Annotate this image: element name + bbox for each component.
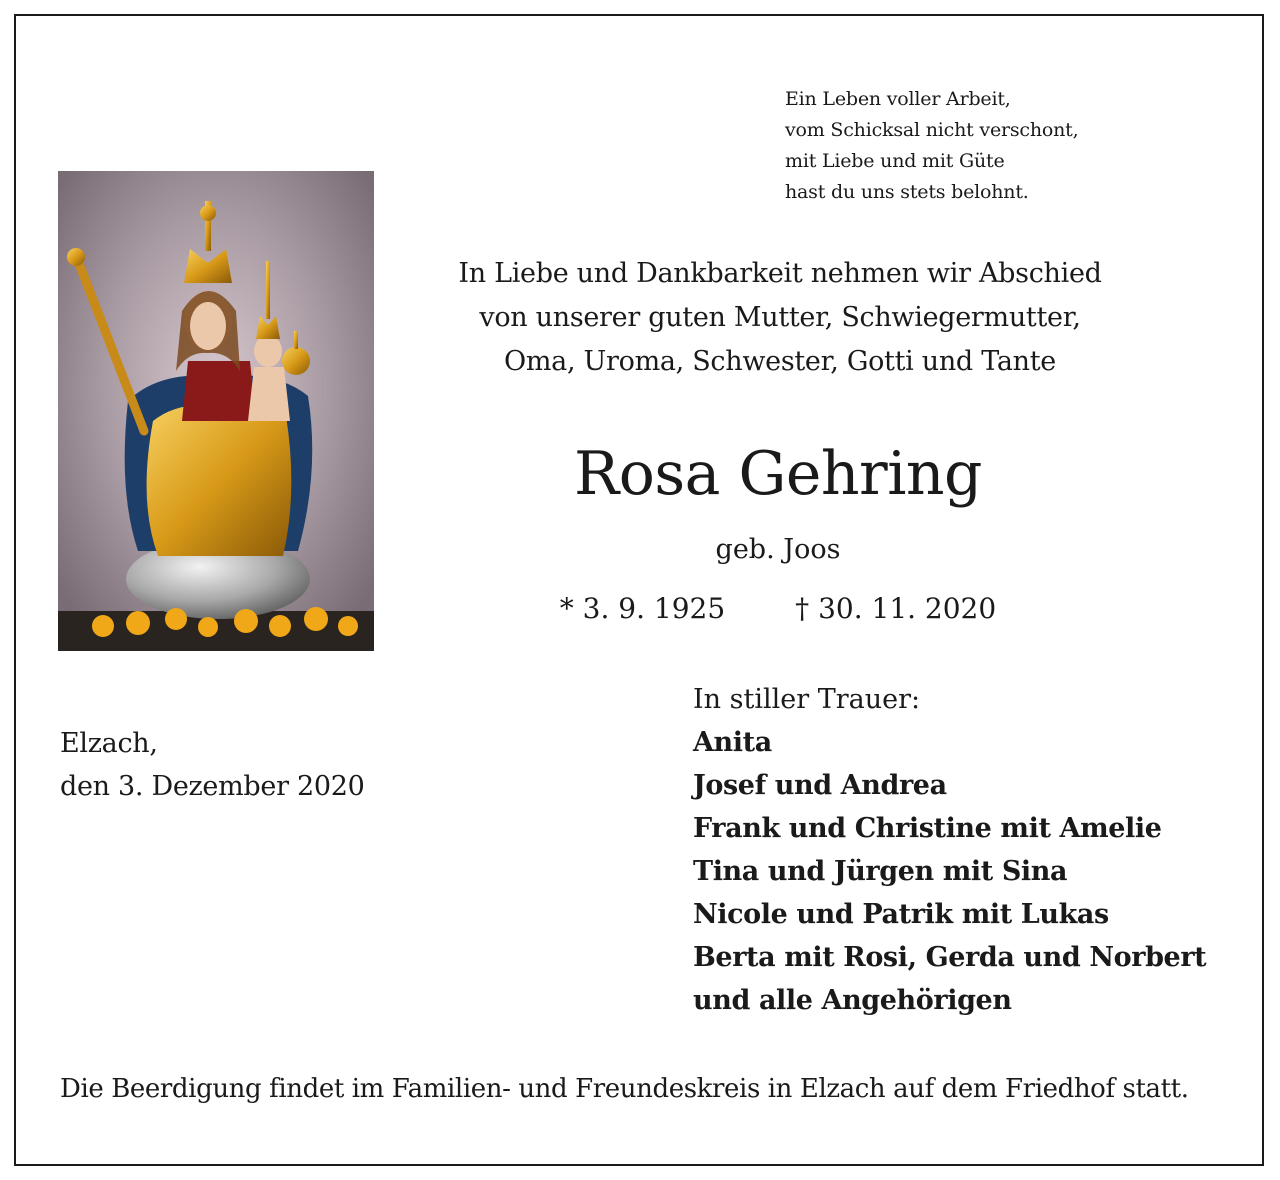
birth-date: * 3. 9. 1925: [559, 592, 726, 625]
poem-line: mit Liebe und mit Güte: [785, 150, 1005, 172]
poem-line: Ein Leben voller Arbeit,: [785, 88, 1011, 110]
mourner-item: Anita: [693, 727, 772, 758]
mourner-item: und alle Angehörigen: [693, 985, 1012, 1016]
place-line: Elzach,: [60, 728, 158, 759]
funeral-note: Die Beerdigung findet im Familien- und Freundeskreis in Elzach auf dem Friedhof statt.: [60, 1074, 1189, 1104]
intro-line: In Liebe und Dankbarkeit nehmen wir Abschied: [458, 258, 1102, 289]
mourner-item: Berta mit Rosi, Gerda und Norbert: [693, 942, 1207, 973]
maiden-name: geb. Joos: [715, 534, 841, 565]
mourners-list: [693, 721, 1206, 1022]
mourner-item: Tina und Jürgen mit Sina: [693, 856, 1068, 887]
poem-line: hast du uns stets belohnt.: [785, 181, 1029, 203]
date-line: den 3. Dezember 2020: [60, 771, 365, 802]
place-date: [60, 722, 364, 808]
madonna-statue-image: [58, 171, 374, 651]
life-dates: [400, 588, 1156, 630]
mourner-item: Nicole und Patrik mit Lukas: [693, 899, 1109, 930]
intro-line: von unserer guten Mutter, Schwiegermutter,: [479, 302, 1081, 333]
mourner-item: Josef und Andrea: [693, 770, 947, 801]
poem-line: vom Schicksal nicht verschont,: [785, 119, 1079, 141]
intro-line: Oma, Uroma, Schwester, Gotti und Tante: [504, 346, 1056, 377]
deceased-name: Rosa Gehring: [574, 439, 982, 509]
mourners-title: In stiller Trauer:: [693, 684, 921, 715]
intro-text: [400, 252, 1160, 384]
poem: [785, 84, 1225, 208]
death-date: † 30. 11. 2020: [795, 592, 997, 625]
mourner-item: Frank und Christine mit Amelie: [693, 813, 1162, 844]
